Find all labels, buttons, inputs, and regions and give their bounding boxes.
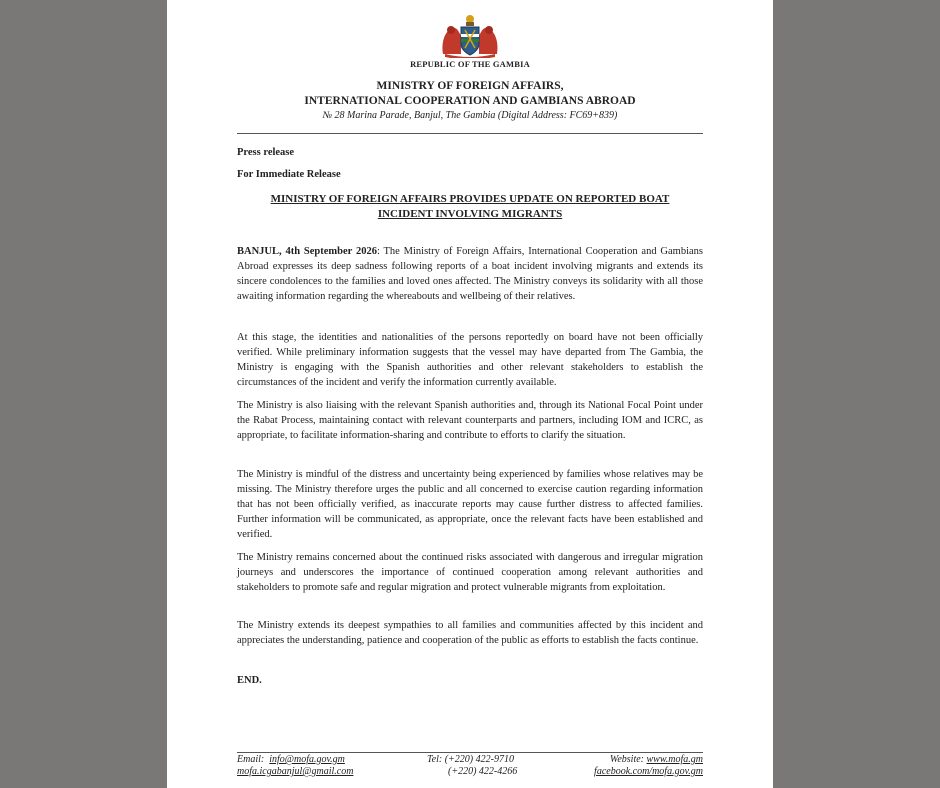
ministry-address: № 28 Marina Parade, Banjul, The Gambia (Digital Address: FC69+839) (322, 110, 618, 121)
paragraph-3: The Ministry is also liaising with the relevant Spanish authorities and, through its National Focal Point under the Rabat Process, maintaining contact with relevant counterparts and partners, including IOM and ICRC, as appropriate, to facilitate information-sharing and contribute to efforts to clarify the situation. (237, 400, 703, 441)
ministry-name-line2: INTERNATIONAL COOPERATION AND GAMBIANS ABROAD (304, 95, 636, 107)
email-link-secondary[interactable]: mofa.icgabanjul@gmail.com (237, 766, 354, 777)
headline-line2: INCIDENT INVOLVING MIGRANTS (377, 208, 563, 220)
website-label: Website: (609, 754, 644, 765)
headline-line1: MINISTRY OF FOREIGN AFFAIRS PROVIDES UPDATE ON REPORTED BOAT (270, 193, 670, 205)
document-page (167, 0, 773, 788)
phone-number-2: (+220) 422-4266 (448, 766, 518, 777)
facebook-link[interactable]: facebook.com/mofa.gov.gm (594, 766, 703, 777)
website-link[interactable]: www.mofa.gm (646, 754, 703, 765)
end-marker: END. (237, 675, 262, 686)
paragraph-5: The Ministry remains concerned about the continued risks associated with dangerous and irregular migration journeys and underscores the importance of continued cooperation among relevant authorities and stakeholders to promote safe and regular migration and protect vulnerable migrants from exploitation. (237, 552, 703, 593)
press-release-label: Press release (237, 147, 295, 158)
paragraph-2: At this stage, the identities and nationalities of the persons reportedly on board have not been officially verified. While preliminary information suggests that the vessel may have departed from The Gambia, the Ministry is engaging with the Spanish authorities and other relevant stakeholders to establish the circumstances of the incident and verify the information currently available. (237, 332, 703, 388)
dateline: BANJUL, 4th September 2026 (237, 246, 377, 257)
ministry-name-line1: MINISTRY OF FOREIGN AFFAIRS, (376, 80, 564, 92)
phone-number-1: (+220) 422-9710 (444, 754, 514, 765)
paragraph-6: The Ministry extends its deepest sympathies to all families and communities affected by this incident and appreciates the understanding, patience and cooperation of the public as efforts to establish the facts continue. (237, 620, 703, 646)
paragraph-4: The Ministry is mindful of the distress and uncertainty being experienced by families whose relatives may be missing. The Ministry therefore urges the public and all concerned to exercise caution regarding information that has not been officially verified, as inaccurate reports may cause further distress to affected families. Further information will be communicated, as appropriate, once the relevant facts have been established and verified. (237, 469, 703, 540)
headline (237, 192, 703, 222)
immediate-release-label: For Immediate Release (237, 169, 341, 180)
paragraph-1 (237, 244, 703, 304)
paragraph-1-text: : The Ministry of Foreign Affairs, International Cooperation and Gambians Abroad expresses its deep sadness following reports of a boat incident involving migrants and extends its sincere condolences to the families and loved ones affected. The Ministry conveys its solidarity with all those awaiting information regarding the whereabouts and wellbeing of their relatives. (237, 246, 703, 302)
tel-label: Tel: (427, 754, 443, 765)
footer-divider (237, 752, 703, 753)
coat-of-arms-icon (439, 14, 501, 58)
country-name: REPUBLIC OF THE GAMBIA (410, 59, 530, 69)
email-label: Email: (237, 754, 265, 765)
footer-web-block (563, 754, 703, 778)
footer-phone-block (427, 754, 557, 778)
email-link-primary[interactable]: info@mofa.gov.gm (269, 754, 345, 765)
header-divider (237, 133, 703, 134)
footer-email-block (237, 754, 387, 778)
